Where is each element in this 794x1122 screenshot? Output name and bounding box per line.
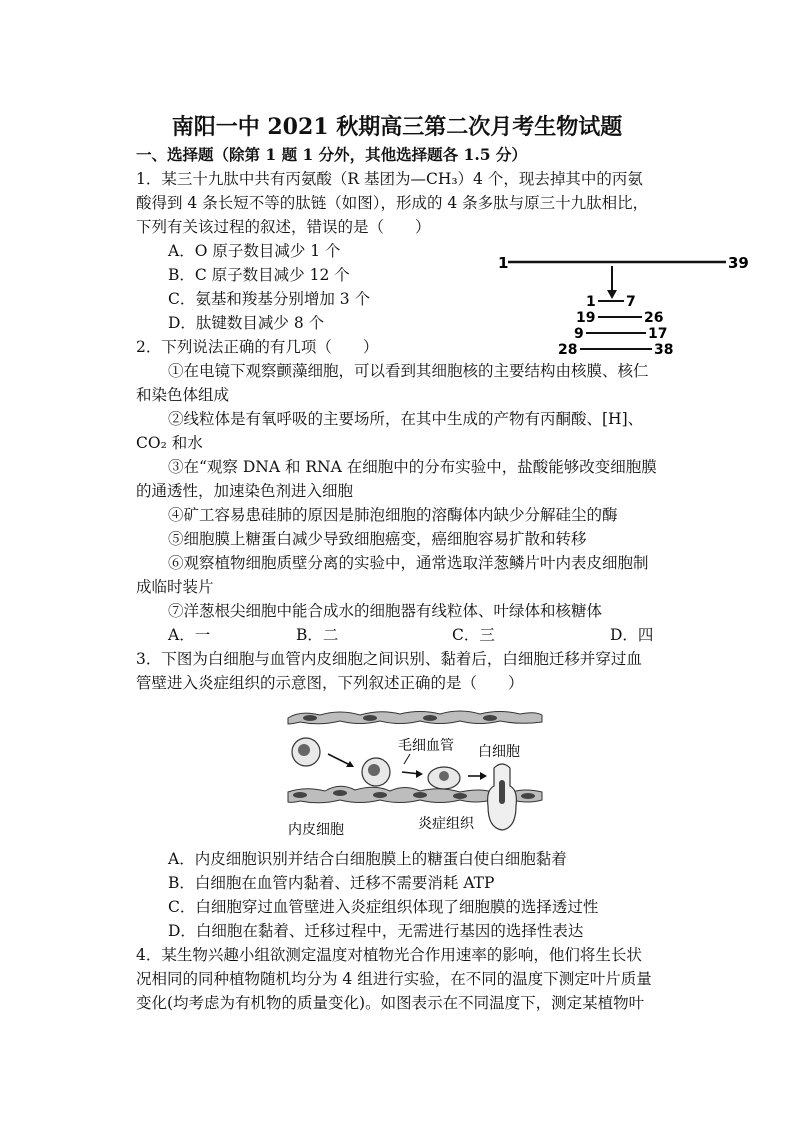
nucleus-icon	[499, 780, 505, 804]
q2-option-c: C．三	[452, 626, 495, 644]
chain-1-start: 1	[586, 294, 596, 310]
q1-option-a: A．O 原子数目减少 1 个	[168, 242, 341, 260]
q2-item-line: 和染色体组成	[136, 386, 230, 404]
chain-3-start: 9	[574, 326, 584, 342]
peptide-diagram	[494, 250, 754, 360]
upper-vessel-wall	[288, 711, 542, 724]
nucleus-icon	[303, 715, 317, 721]
q3-stem-line: 3．下图为白细胞与血管内皮细胞之间识别、黏着后，白细胞迁移并穿过血	[136, 650, 642, 668]
q2-stem: 2．下列说法正确的有几项（ ）	[136, 338, 379, 356]
arrow-head-icon	[607, 290, 617, 299]
nucleus-icon	[439, 771, 449, 781]
label-capillary: 毛细血管	[398, 738, 454, 754]
nucleus-icon	[363, 715, 377, 721]
q2-option-d: D．四	[610, 626, 654, 644]
nucleus-icon	[293, 792, 307, 798]
q2-item-line: ④矿工容易患硅肺的原因是肺泡细胞的溶酶体内缺少分解硅尘的酶	[168, 506, 618, 524]
nucleus-icon	[483, 715, 497, 721]
q2-item-line: ⑦洋葱根尖细胞中能合成水的细胞器有线粒体、叶绿体和核糖体	[168, 602, 603, 620]
section-header: 一、选择题（除第 1 题 1 分外，其他选择题各 1.5 分）	[136, 145, 527, 164]
q2-item-line: 成临时装片	[136, 578, 214, 596]
q4-text-line: 况相同的同种植物随机均分为 4 组进行实验，在不同的温度下测定叶片质量	[136, 970, 652, 988]
q2-item-line: 的通透性，加速染色剂进入细胞	[136, 482, 354, 500]
chain-2-start: 19	[576, 310, 596, 326]
arrow-head-icon	[416, 770, 423, 778]
chain-3-end: 17	[648, 326, 668, 342]
q4-text-line: 4．某生物兴趣小组欲测定温度对植物光合作用速率的影响，他们将生长状	[136, 946, 642, 964]
q3-option-c: C．白细胞穿过血管壁进入炎症组织体现了细胞膜的选择透过性	[168, 898, 599, 916]
q2-item-line: ①在电镜下观察颤藻细胞，可以看到其细胞核的主要结构由核膜、核仁	[168, 362, 649, 380]
q3-stem-line: 管壁进入炎症组织的示意图，下列叙述正确的是（ ）	[136, 674, 524, 692]
nucleus-icon	[373, 792, 387, 798]
q1-stem-line: 下列有关该过程的叙述，错误的是（ ）	[136, 218, 431, 236]
q2-option-b: B．二	[296, 626, 339, 644]
chain-4-start: 28	[558, 342, 578, 358]
chain-4-end: 38	[654, 342, 674, 358]
exam-title: 南阳一中 2021 秋期高三第二次月考生物试题	[171, 114, 623, 140]
q2-item-line: ②线粒体是有氧呼吸的主要场所，在其中生成的产物有丙酮酸、[H]、	[168, 410, 644, 428]
q3-option-d: D．白细胞在黏着、迁移过程中，无需进行基因的选择性表达	[168, 922, 584, 940]
q4-text-line: 变化(均考虑为有机物的质量变化)。如图表示在不同温度下，测定某植物叶	[136, 994, 645, 1012]
full-peptide-start: 1	[498, 254, 509, 272]
q2-item-line: ⑥观察植物细胞质壁分离的实验中，通常选取洋葱鳞片叶内表皮细胞制	[168, 554, 649, 572]
q2-item-line: ③在“观察 DNA 和 RNA 在细胞中的分布实验中，盐酸能够改变细胞膜	[168, 458, 657, 476]
full-peptide-end: 39	[728, 254, 749, 272]
chain-2-end: 26	[644, 310, 664, 326]
q2-item-line: ⑤细胞膜上糖蛋白减少导致细胞癌变，癌细胞容易扩散和转移	[168, 530, 587, 548]
nucleus-icon	[298, 744, 310, 756]
nucleus-icon	[368, 764, 380, 776]
label-leukocyte: 白细胞	[478, 744, 520, 760]
leukocyte-migration-figure	[280, 706, 550, 842]
q1-option-c: C．氨基和羧基分别增加 3 个	[168, 290, 371, 308]
q3-option-b: B．白细胞在血管内黏着、迁移不需要消耗 ATP	[168, 874, 495, 892]
nucleus-icon	[521, 793, 535, 799]
label-endothelial-cell: 内皮细胞	[288, 822, 344, 838]
q1-option-d: D．肽键数目减少 8 个	[168, 314, 325, 332]
q1-option-b: B．C 原子数目减少 12 个	[168, 266, 350, 284]
chain-1-end: 7	[626, 294, 636, 310]
nucleus-icon	[413, 792, 427, 798]
label-pointer	[404, 754, 410, 764]
arrow-head-icon	[480, 772, 487, 780]
q1-stem-line: 酸得到 4 条长短不等的肽链（如图），形成的 4 条多肽与原三十九肽相比，	[136, 194, 649, 212]
label-inflamed-tissue: 炎症组织	[418, 816, 474, 832]
nucleus-icon	[453, 793, 467, 799]
q2-item-line: CO₂ 和水	[136, 434, 203, 452]
q1-stem-line: 1．某三十九肽中共有丙氨酸（R 基团为—CH₃）4 个，现去掉其中的丙氨	[136, 170, 643, 188]
q3-option-a: A．内皮细胞识别并结合白细胞膜上的糖蛋白使白细胞黏着	[168, 850, 567, 868]
nucleus-icon	[423, 715, 437, 721]
q2-option-a: A．一	[168, 626, 211, 644]
nucleus-icon	[333, 790, 347, 796]
